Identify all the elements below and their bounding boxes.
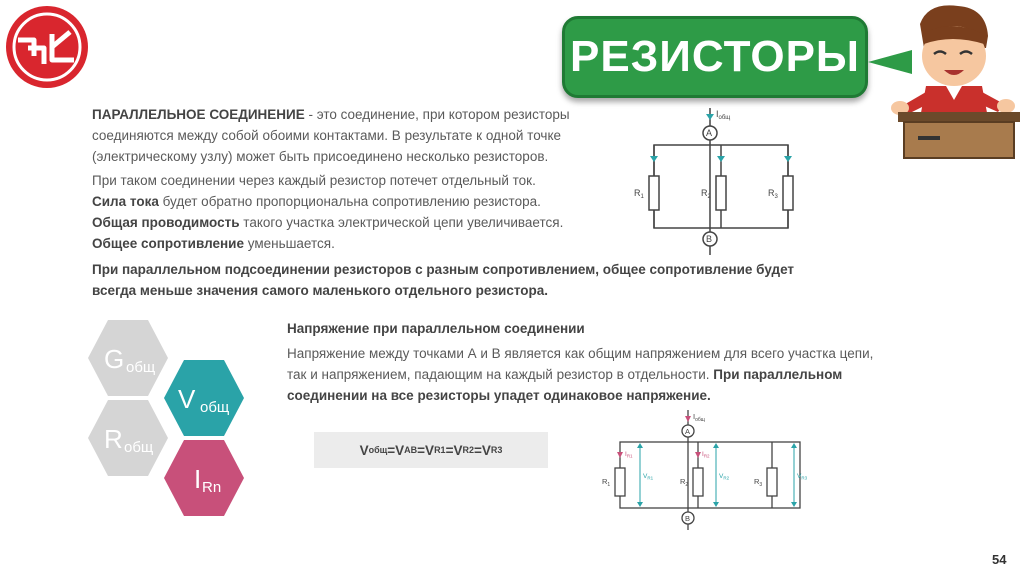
- voltage-bold-text: При параллельном соединении на все резисторы упадет одинаковое напряжение.: [287, 367, 843, 403]
- svg-text:V: V: [178, 384, 196, 414]
- property-line-4: [92, 233, 602, 254]
- page-title: РЕЗИСТОРЫ: [562, 16, 868, 98]
- r1-label: $R_1$: [634, 188, 644, 200]
- c2-ir2-label: $I_{R2}$: [702, 451, 710, 459]
- property-line-3: [92, 212, 602, 233]
- svg-text:I: I: [194, 464, 202, 494]
- parallel-circuit-voltage-diagram: [592, 410, 812, 530]
- svg-text:Rn: Rn: [202, 479, 222, 496]
- svg-text:общ: общ: [126, 359, 156, 376]
- teacher-illustration-icon: [868, 0, 1022, 160]
- voltage-heading: Напряжение при параллельном соединении: [287, 321, 585, 336]
- svg-text:общ: общ: [200, 399, 230, 416]
- property-line-2-bold: Сила тока: [92, 194, 159, 209]
- c2-vr1-label: $V_{R1}$: [643, 473, 654, 481]
- intro-paragraph: [92, 104, 592, 167]
- property-line-2: [92, 191, 602, 212]
- summary-statement: При параллельном подсоединении резисторов с разным сопротивлением, общее сопротивление будет всегда меньше значения самого маленького отдельного резистора.: [92, 262, 795, 298]
- parallel-circuit-diagram: [620, 100, 810, 255]
- c2-ir1-label: $I_{R1}$: [625, 451, 633, 459]
- hexagon-r-total: [88, 400, 168, 476]
- voltage-text: Напряжение между точками А и В является как общим напряжением для всего участка цепи, так и напряжением, падающим на каждый резистор в отдельности.: [287, 346, 874, 382]
- formula-hexagons: [84, 318, 254, 518]
- c2-vr2-label: $V_{R2}$: [719, 473, 730, 481]
- hexagon-i-rn: [164, 440, 244, 516]
- properties-block: [92, 170, 602, 254]
- svg-text:общ: общ: [124, 439, 154, 456]
- c2-node-a-label: A: [685, 427, 691, 436]
- voltage-paragraph: [287, 343, 887, 406]
- r3-label: $R_3$: [768, 188, 778, 200]
- c2-r1-label: $R_1$: [602, 477, 611, 488]
- voltage-formula: V общ = V AB = V R1 = V R2 = V R3: [314, 432, 548, 468]
- c2-r3-label: $R_3$: [754, 477, 763, 488]
- property-line-4-bold: Общее сопротивление: [92, 236, 244, 251]
- page-number: 54: [992, 552, 1007, 567]
- node-a-label: A: [706, 128, 713, 138]
- c2-node-b-label: B: [685, 514, 691, 523]
- property-line-3-bold: Общая проводимость: [92, 215, 240, 230]
- hexagon-g-total: [88, 320, 168, 396]
- r2-label: $R_2$: [701, 188, 711, 200]
- property-line-4-rest: уменьшается.: [243, 236, 335, 251]
- svg-text:R: R: [104, 424, 123, 454]
- total-current-label: $I_{общ}$: [716, 109, 731, 121]
- hexagon-v-total: [164, 360, 244, 436]
- company-logo-icon: [4, 4, 90, 90]
- property-line-1: При таком соединении через каждый резистор потечет отдельный ток.: [92, 173, 536, 188]
- property-line-2-rest: будет обратно пропорциональна сопротивлению резистора.: [158, 194, 541, 209]
- property-line-3-rest: такого участка электрической цепи увеличивается.: [239, 215, 564, 230]
- c2-vr3-label: $V_{R3}$: [797, 473, 808, 481]
- node-b-label: B: [706, 234, 713, 244]
- intro-definition: - это соединение, при котором резисторы соединяются между собой обоими контактами. В результате к одной точке (электрическому узлу) может быть присоединено несколько резисторов.: [92, 107, 570, 164]
- svg-text:G: G: [104, 344, 125, 374]
- intro-term: ПАРАЛЛЕЛЬНОЕ СОЕДИНЕНИЕ: [92, 107, 305, 122]
- c2-total-current-label: $I_{общ}$: [693, 412, 705, 423]
- c2-r2-label: $R_2$: [680, 477, 689, 488]
